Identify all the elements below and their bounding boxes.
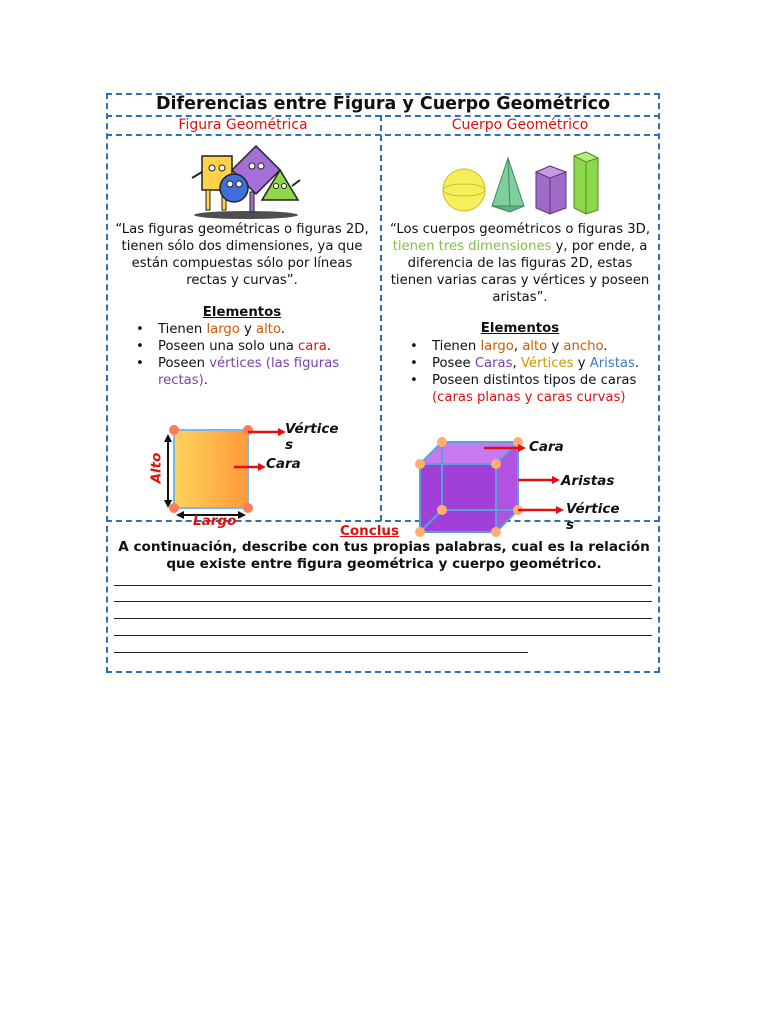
body-heading: Cuerpo Geométrico xyxy=(451,117,589,133)
body-elements-list xyxy=(406,338,656,406)
answer-line-3[interactable] xyxy=(114,618,652,619)
figure-heading: Figura Geométrica xyxy=(178,117,308,133)
answer-line-5[interactable] xyxy=(114,652,528,653)
figure-elements-title: Elementos xyxy=(202,305,282,320)
body-definition-part-2: y, por ende, a diferencia de las figuras 2D, estas tienen varias caras y vértices y poseen aristas”. xyxy=(390,239,650,305)
square-length-label: Largo xyxy=(193,513,237,529)
cube-vertices-label: Vértice s xyxy=(566,501,620,533)
list-item: • Tienen largo, alto y ancho. xyxy=(406,338,656,355)
figure-elements-list xyxy=(132,321,368,389)
body-definition-part-1: “Los cuerpos geométricos o figuras 3D, xyxy=(389,222,651,237)
page-title: Diferencias entre Figura y Cuerpo Geométrico xyxy=(155,94,611,114)
heading-divider xyxy=(106,134,660,136)
body-definition xyxy=(386,221,654,306)
answer-line-2[interactable] xyxy=(114,601,652,602)
answer-line-4[interactable] xyxy=(114,635,652,636)
conclusion-prompt: A continuación, describe con tus propias palabras, cual es la relación que existe entre figura geométrica y cuerpo geométrico. xyxy=(118,539,650,572)
list-item: • Poseen una solo una cara. xyxy=(132,338,368,355)
square-vertices-label: Vértice s xyxy=(285,421,339,453)
body-elements-title: Elementos xyxy=(480,321,560,336)
list-item: • Tienen largo y alto. xyxy=(132,321,368,338)
square-height-label: Alto xyxy=(148,452,165,484)
body-definition-highlight: tienen tres dimensiones xyxy=(392,239,552,254)
cartoon-shapes-illustration xyxy=(188,142,304,220)
cube-face-label: Cara xyxy=(529,439,564,455)
list-item: • Posee Caras, Vértices y Aristas. xyxy=(406,355,656,372)
list-item: • Poseen distintos tipos de caras (caras planas y caras curvas) xyxy=(406,372,656,406)
solids-illustration xyxy=(440,150,604,216)
answer-line-1[interactable] xyxy=(114,585,652,586)
square-face-label: Cara xyxy=(266,456,301,472)
conclusion-title: Conclus xyxy=(340,523,400,539)
list-item: • Poseen vértices (las figuras rectas). xyxy=(132,355,368,389)
figure-definition: “Las figuras geométricas o figuras 2D, tienen sólo dos dimensiones, ya que están compuestas sólo por líneas rectas y curvas”. xyxy=(115,222,369,288)
cube-edges-label: Aristas xyxy=(561,473,615,489)
column-divider xyxy=(380,115,382,521)
